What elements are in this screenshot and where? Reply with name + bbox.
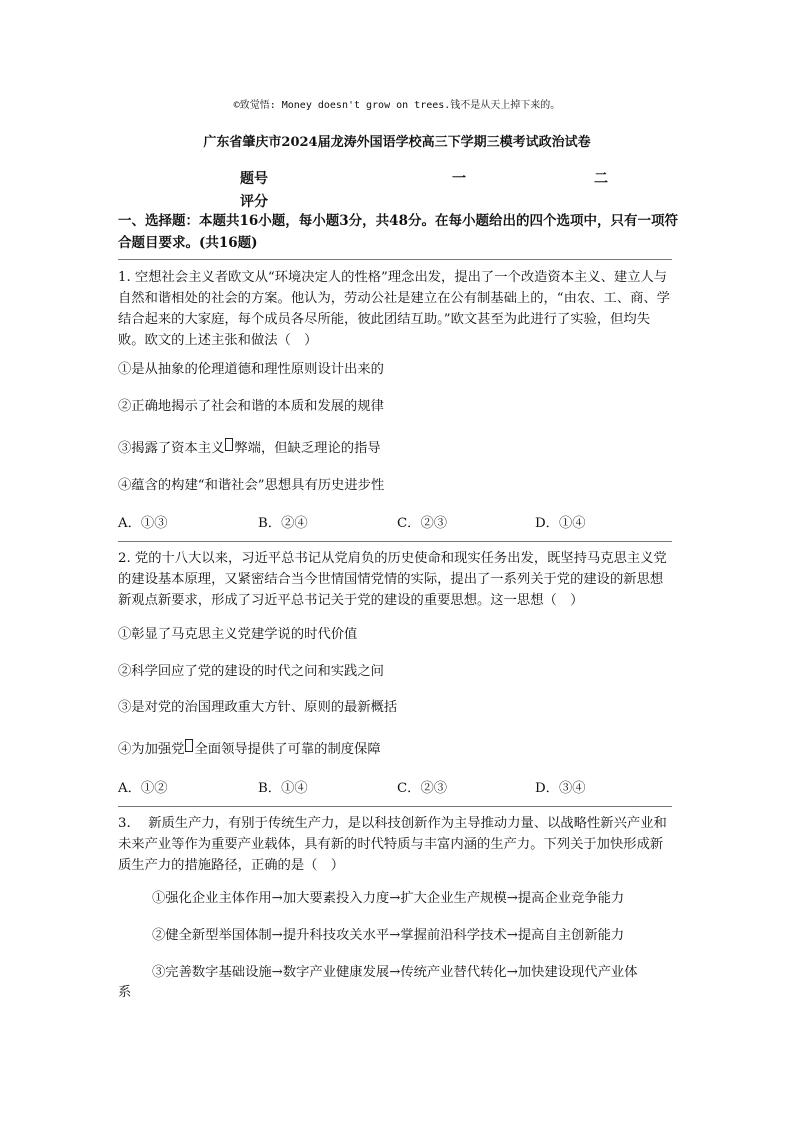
score-table-row-label-score: 评分 [240,194,268,210]
question-2-option-4-part2: 全面领导提供了可靠的制度保障 [194,742,381,757]
question-1-choice-d: D．①④ [535,516,586,531]
question-divider [118,806,672,807]
question-2-choice-d: D．③④ [535,781,586,796]
question-2-option-3: ③是对党的治国理政重大方针、原则的最新概括 [118,700,398,715]
question-2-choice-b: B．①④ [258,781,308,796]
question-2-option-2: ②科学回应了党的建设的时代之问和实践之问 [118,664,384,679]
question-2-option-1: ①彰显了马克思主义党建学说的时代价值 [118,627,358,642]
section-heading: 一、选择题：本题共16小题，每小题3分，共48分。在每小题给出的四个选项中，只有一项符合题目要求。(共16题) [118,213,678,251]
question-2-option-4-part1: ④为加强党 [118,742,185,757]
question-1-choice-b: B．②④ [258,516,308,531]
question-3-text: 3. 新质生产力，有别于传统生产力，是以科技创新作为主导推动力量、以战略性新兴产业和未来产业等作为重要产业载体，具有新的时代特质与丰富内涵的生产力。下列关于加快形成新质生产力的措施路径，正确的是（ ） [118,816,667,873]
missing-glyph-icon [225,438,233,451]
score-table-col-two: 二 [594,171,608,187]
header-note: ©致觉悟: Money doesn't grow on trees.钱不是从天上掉下来的。 [233,100,561,111]
question-3-option-1: ①强化企业主体作用→加大要素投入力度→扩大企业生产规模→提高企业竞争能力 [152,891,625,906]
question-2-text: 2. 党的十八大以来，习近平总书记从党肩负的历史使命和现实任务出发，既坚持马克思主义党的建设基本原理，又紧密结合当今世情国情党情的实际，提出了一系列关于党的建设的新思想新观点新要求，形成了习近平总书记关于党的建设的重要思想。这一思想（ ） [118,551,667,608]
score-table-col-one: 一 [452,171,466,187]
question-3-option-3: ③完善数字基础设施→数字产业健康发展→传统产业替代转化→加快建设现代产业体 [152,965,638,980]
question-3-stem [118,813,670,876]
question-2-choice-a: A．①② [118,781,168,796]
question-3-option-2: ②健全新型举国体制→提升科技攻关水平→掌握前沿科学技术→提高自主创新能力 [152,928,625,943]
question-1-option-4: ④蕴含的构建“和谐社会”思想具有历史进步性 [118,478,385,493]
score-table-row-label-number: 题号 [240,171,268,187]
missing-glyph-icon [185,739,193,752]
question-divider [118,541,672,542]
question-1-stem [118,267,670,351]
question-1-option-3-part2: 弊端，但缺乏理论的指导 [234,441,381,456]
question-3-option-3-continued: 系 [118,985,132,1000]
question-divider [118,259,672,260]
question-1-option-2: ②正确地揭示了社会和谐的本质和发展的规律 [118,399,384,414]
question-2-stem [118,548,670,611]
question-2-choice-c: C．②③ [397,781,448,796]
question-1-choice-c: C．②③ [397,516,448,531]
exam-title: 广东省肇庆市2024届龙涛外国语学校高三下学期三模考试政治试卷 [203,135,591,150]
question-1-text: 1. 空想社会主义者欧文从“环境决定人的性格”理念出发，提出了一个改造资本主义、建立人与自然和谐相处的社会的方案。他认为，劳动公社是建立在公有制基础上的，“由农、工、商、学结合起来的大家庭，每个成员各尽所能，彼此团结互助。”欧文甚至为此进行了实验，但均失败。欧文的上述主张和做法（ ） [118,270,670,348]
question-2-option-4 [118,738,381,757]
question-1-option-1: ①是从抽象的伦理道德和理性原则设计出来的 [118,362,384,377]
question-1-option-3-part1: ③揭露了资本主义 [118,441,225,456]
question-1-choice-a: A．①③ [118,516,168,531]
question-1-option-3 [118,437,381,456]
